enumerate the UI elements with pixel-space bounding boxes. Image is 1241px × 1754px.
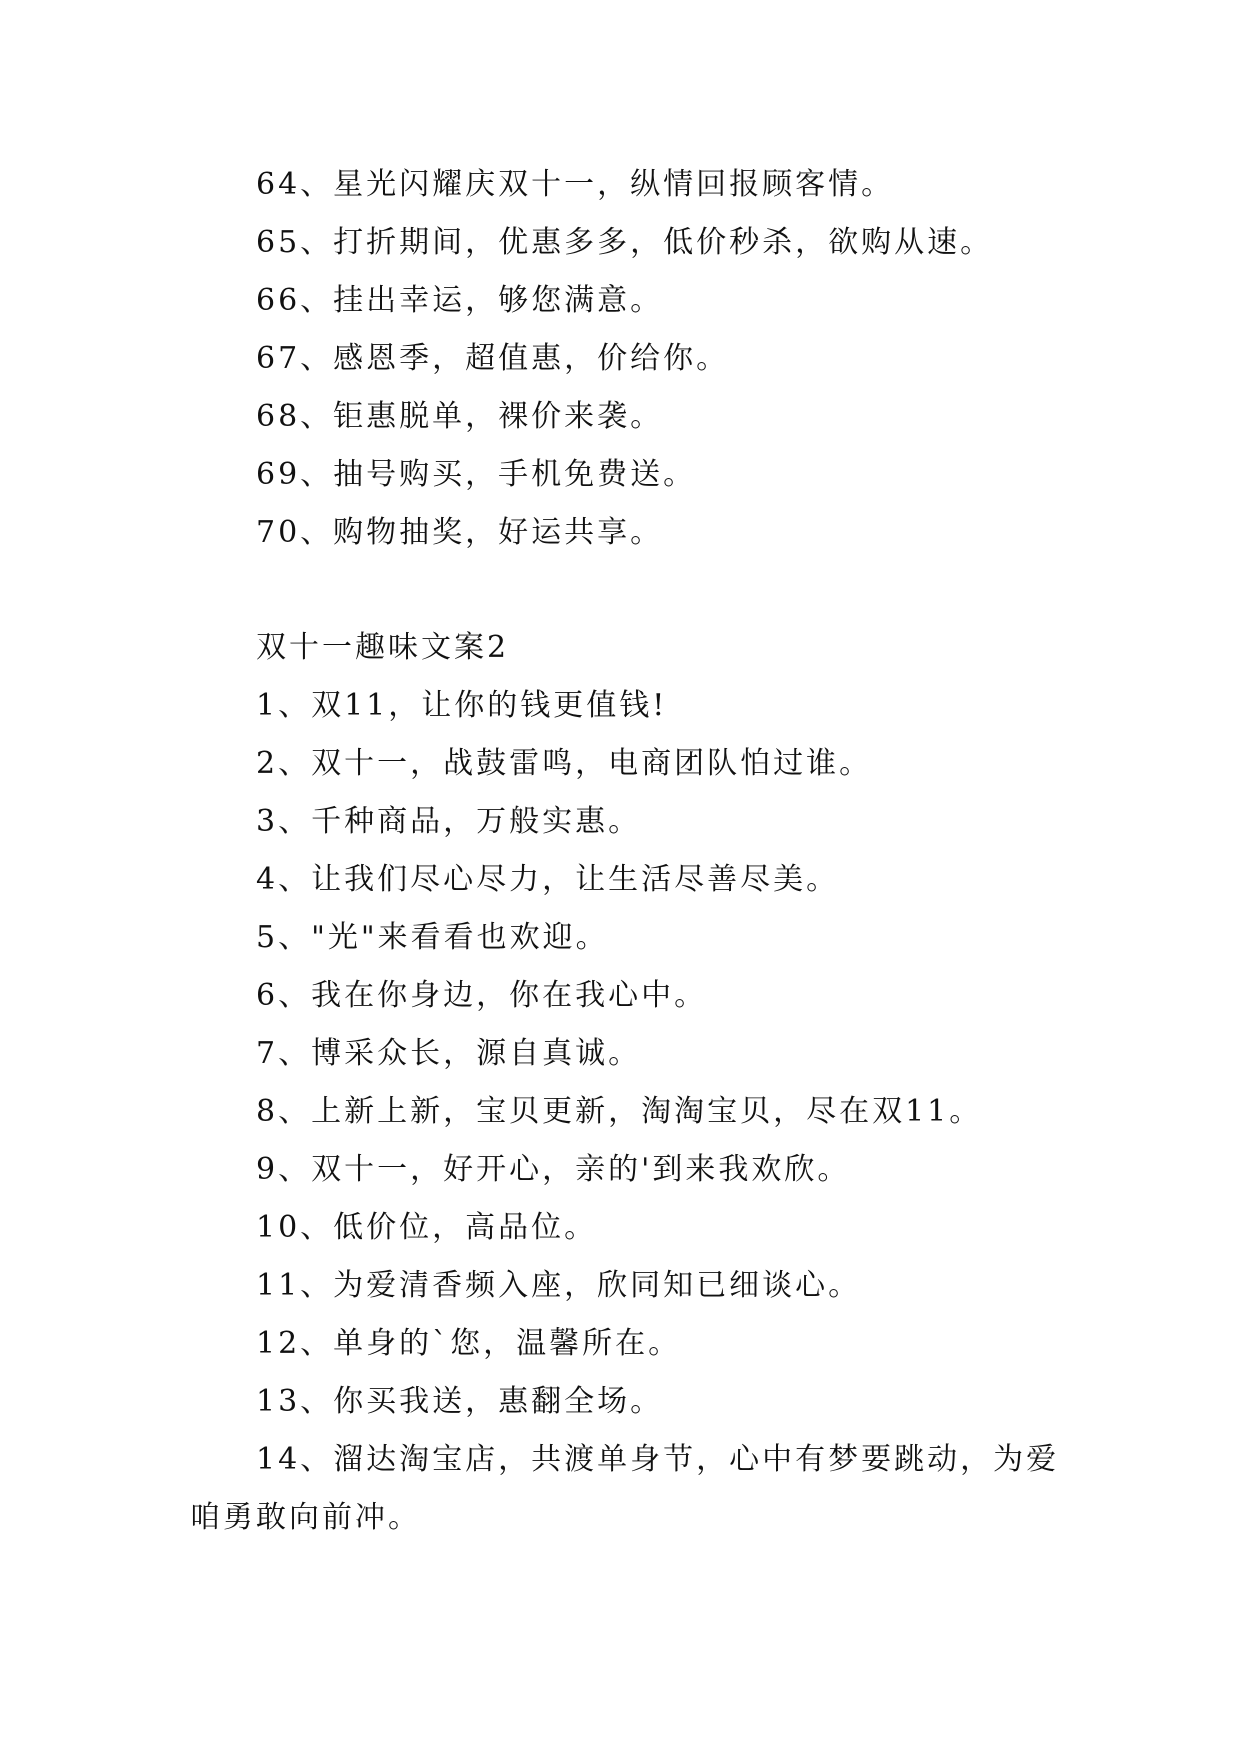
list-item: 1、双11，让你的钱更值钱! <box>256 688 668 723</box>
list-item: 6、我在你身边，你在我心中。 <box>256 978 708 1013</box>
list-item: 2、双十一，战鼓雷鸣，电商团队怕过谁。 <box>256 746 873 781</box>
list-item: 13、你买我送，惠翻全场。 <box>256 1384 664 1419</box>
list-item: 68、钜惠脱单，裸价来袭。 <box>256 399 664 434</box>
list-item: 11、为爱清香频入座，欣同知已细谈心。 <box>256 1268 862 1303</box>
list-item: 3、千种商品，万般实惠。 <box>256 804 642 839</box>
list-item: 69、抽号购买，手机免费送。 <box>256 457 697 492</box>
list-item: 12、单身的`您，温馨所在。 <box>256 1326 682 1361</box>
list-item: 10、低价位，高品位。 <box>256 1210 598 1245</box>
list-item: 4、让我们尽心尽力，让生活尽善尽美。 <box>256 862 840 897</box>
list-item: 9、双十一，好开心，亲的'到来我欢欣。 <box>256 1152 851 1187</box>
section-heading: 双十一趣味文案2 <box>256 630 510 665</box>
list-item: 70、购物抽奖，好运共享。 <box>256 515 664 550</box>
list-item: 14、溜达淘宝店，共渡单身节，心中有梦要跳动，为爱咱勇敢向前冲。 <box>190 1442 1060 1535</box>
list-item: 64、星光闪耀庆双十一，纵情回报顾客情。 <box>256 167 895 202</box>
list-item: 8、上新上新，宝贝更新，淘淘宝贝，尽在双11。 <box>256 1094 983 1129</box>
list-item: 5、"光"来看看也欢迎。 <box>256 920 609 955</box>
list-item: 66、挂出幸运，够您满意。 <box>256 283 664 318</box>
list-item: 7、博采众长，源自真诚。 <box>256 1036 642 1071</box>
list-item: 67、感恩季，超值惠，价给你。 <box>256 341 730 376</box>
list-item: 65、打折期间，优惠多多，低价秒杀，欲购从速。 <box>256 225 994 260</box>
